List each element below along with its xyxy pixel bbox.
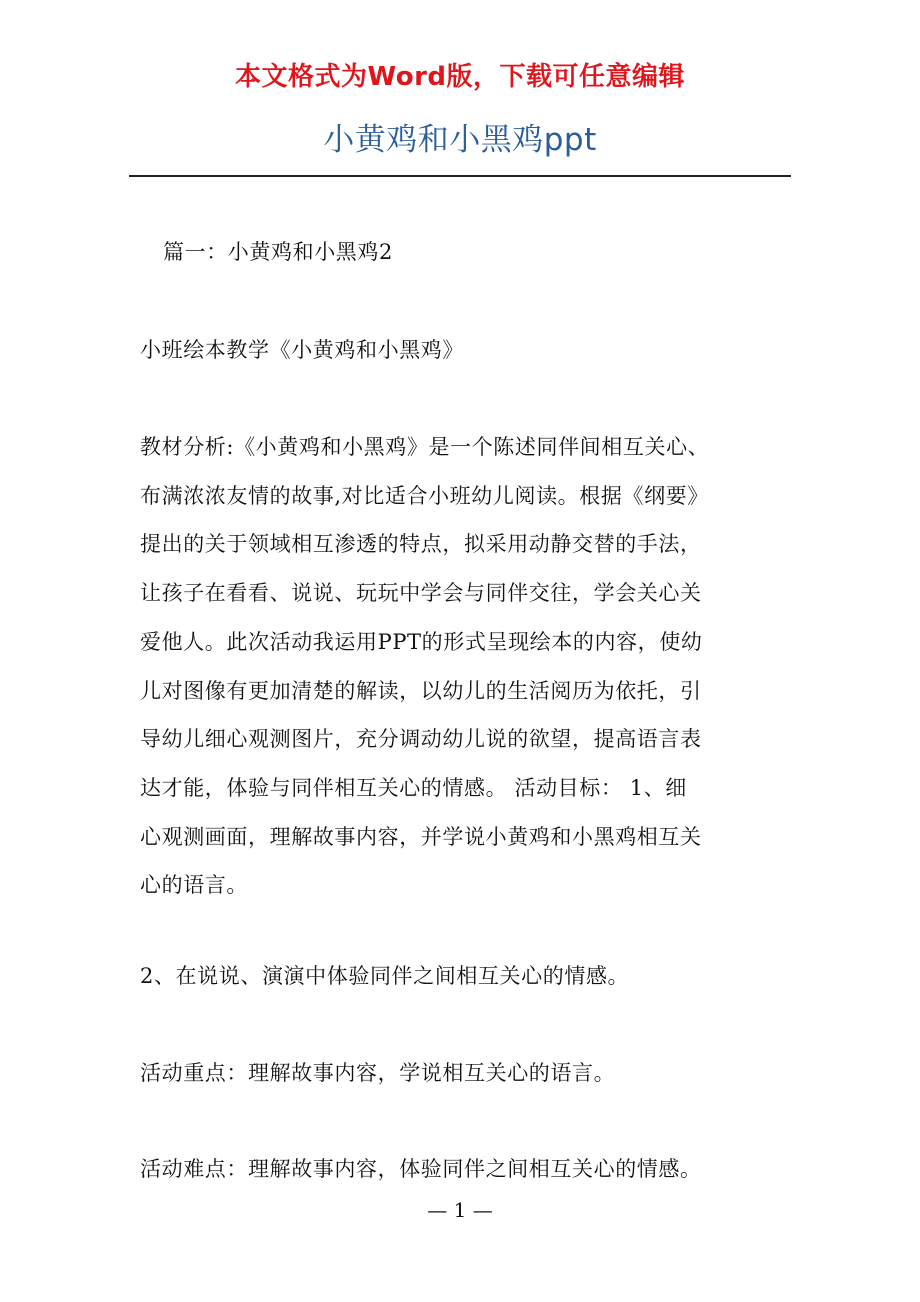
page-number: — 1 — <box>427 1198 493 1222</box>
paragraph-line: 心的语言。 <box>140 873 248 898</box>
activity-key-point: 活动重点：理解故事内容，学说相互关心的语言。 <box>140 1061 616 1085</box>
paragraph-line: 爱他人。此次活动我运用PPT的形式呈现绘本的内容，使幼 <box>140 629 703 654</box>
activity-difficult-point: 活动难点：理解故事内容，体验同伴之间相互关心的情感。 <box>140 1157 702 1181</box>
section-heading: 篇一：小黄鸡和小黑鸡2 <box>163 240 393 264</box>
paragraph-line: 教材分析:《小黄鸡和小黑鸡》是一个陈述同伴间相互关心、 <box>140 435 710 459</box>
document-title: 小黄鸡和小黑鸡ppt <box>323 122 597 158</box>
paragraph-line: 儿对图像有更加清楚的解读，以幼儿的生活阅历为依托，引 <box>140 678 702 703</box>
paragraph-line: 心观测画面，理解故事内容，并学说小黄鸡和小黑鸡相互关 <box>140 824 702 849</box>
activity-goal-2: 2、在说说、演演中体验同伴之间相互关心的情感。 <box>140 964 630 988</box>
format-notice-banner: 本文格式为Word版，下载可任意编辑 <box>234 62 686 92</box>
paragraph-line: 达才能，体验与同伴相互关心的情感。 活动目标： 1、细 <box>140 775 687 800</box>
lesson-subtitle: 小班绘本教学《小黄鸡和小黑鸡》 <box>140 338 464 362</box>
paragraph-line: 提出的关于领域相互渗透的特点，拟采用动静交替的手法， <box>140 532 702 557</box>
paragraph-line: 让孩子在看看、说说、玩玩中学会与同伴交往，学会关心关 <box>140 581 702 606</box>
title-divider <box>129 175 791 177</box>
paragraph-line: 布满浓浓友情的故事,对比适合小班幼儿阅读。根据《纲要》 <box>140 483 709 508</box>
paragraph-line: 导幼儿细心观测图片，充分调动幼儿说的欲望，提高语言表 <box>140 727 702 752</box>
material-analysis-paragraph <box>140 423 800 910</box>
